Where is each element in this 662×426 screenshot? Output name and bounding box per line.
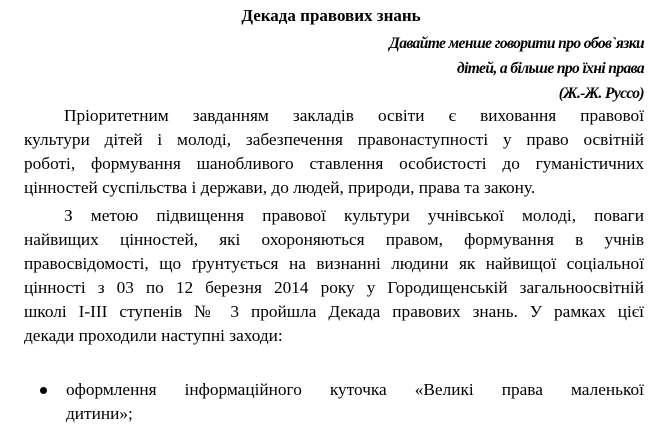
paragraph-2-line: найвищих цінностей, які охороняються правом, формування в учнів — [24, 230, 644, 249]
paragraph-1-line: Пріоритетним завданням закладів освіти є виховання правової — [64, 106, 644, 125]
bullet-text-line: дитини»; — [66, 404, 133, 423]
paragraph-2-line: декади проходили наступні заходи: — [24, 326, 283, 345]
bullet-text-line: оформлення інформаційного куточка «Великі права маленької — [66, 380, 644, 399]
paragraph-1-line: культури дітей і молоді, забезпечення правонаступності у право освітній — [24, 130, 644, 149]
paragraph-2-line: правосвідомості, що ґрунтується на визнанні людини як найвищої соціальної — [24, 254, 644, 273]
epigraph-line-1: Давайте менше говорити про обов`язки — [389, 35, 644, 52]
paragraph-1-line: роботі, формування шанобливого ставлення особистості до гуманістичних — [24, 154, 644, 173]
bullet-text — [66, 378, 644, 426]
epigraph-line-2: дітей, а більше про їхні права — [457, 60, 644, 77]
bullet-dot-icon — [40, 387, 47, 394]
paragraph-2 — [24, 204, 644, 348]
paragraph-2-line: школі I-III ступенів № 3 пройшла Декада правових знань. У рамках цієї — [24, 302, 644, 321]
epigraph — [389, 31, 644, 106]
document-title: Декада правових знань — [241, 6, 421, 25]
paragraph-2-line: З метою підвищення правової культури учнівської молоді, поваги — [64, 206, 644, 225]
epigraph-author: (Ж.-Ж. Руссо) — [558, 85, 644, 102]
paragraph-1 — [24, 104, 644, 200]
paragraph-1-line: цінностей суспільства і держави, до людей, природи, права та закону. — [24, 178, 536, 197]
paragraph-2-line: цінності з 03 по 12 березня 2014 року у Городищенській загальноосвітній — [24, 278, 644, 297]
